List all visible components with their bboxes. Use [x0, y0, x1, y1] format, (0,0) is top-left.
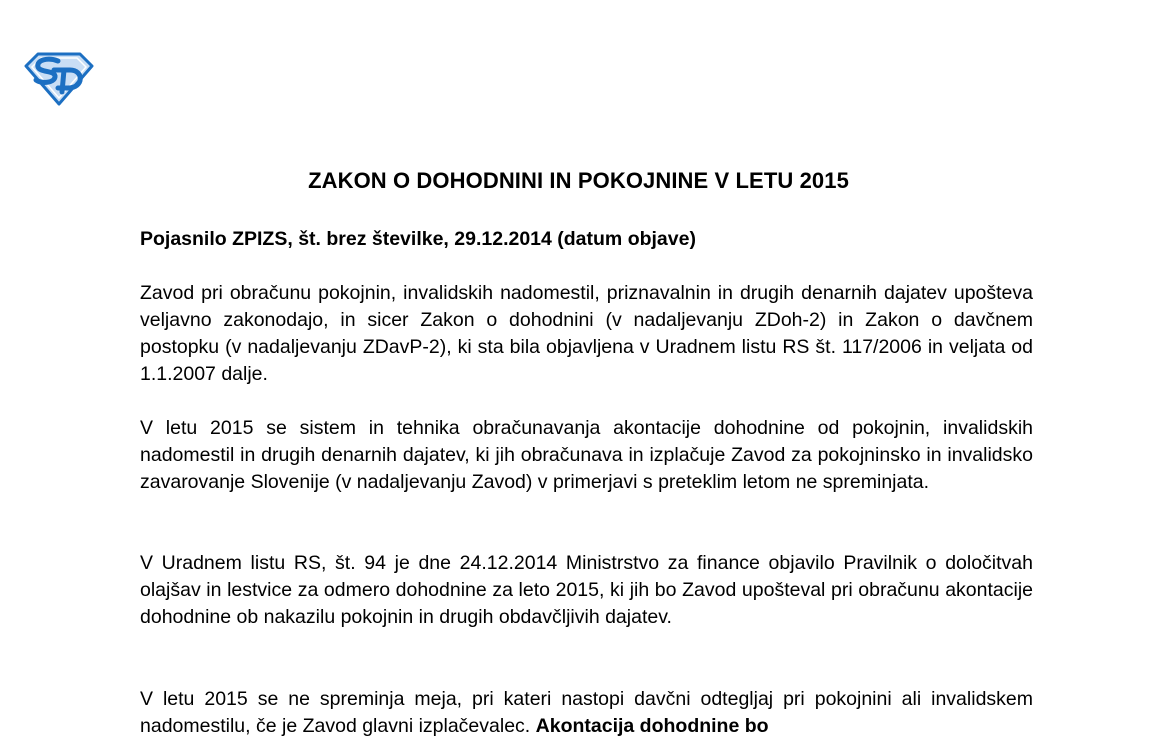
- paragraph-2: V letu 2015 se sistem in tehnika obračunavanja akontacije dohodnine od pokojnin, invalidskih nadomestil in drugih denarnih dajatev, ki jih obračunava in izplačuje Zavod za pokojninsko in invalidsko zavarovanje Slovenije (v nadaljevanju Zavod) v primerjavi s preteklim letom ne spreminjata.: [140, 417, 1033, 493]
- paragraph-4: [140, 686, 1033, 740]
- document-title: ZAKON O DOHODNINI IN POKOJNINE V LETU 2015: [308, 168, 849, 193]
- paragraph-4-bold-text: Akontacija dohodnine bo: [535, 715, 769, 737]
- paragraph-1: Zavod pri obračunu pokojnin, invalidskih nadomestil, priznavalnin in drugih denarnih dajatev upošteva veljavno zakonodajo, in sicer Zakon o dohodnini (v nadaljevanju ZDoh-2) in Zakon o davčnem postopku (v nadaljevanju ZDavP-2), ki sta bila objavljena v Uradnem listu RS št. 117/2006 in veljata od 1.1.2007 dalje.: [140, 282, 1033, 385]
- shield-logo-icon: [22, 48, 96, 106]
- logo: [22, 48, 96, 106]
- paragraph-4-text: V letu 2015 se ne spreminja meja, pri kateri nastopi davčni odtegljaj pri pokojnini ali invalidskem nadomestilu, če je Zavod glavni izplačevalec.: [140, 688, 1033, 737]
- paragraph-3: V Uradnem listu RS, št. 94 je dne 24.12.2014 Ministrstvo za finance objavilo Pravilnik o določitvah olajšav in lestvice za odmero dohodnine za leto 2015, ki jih bo Zavod upošteval pri obračunu akontacije dohodnine ob nakazilu pokojnin in drugih obdavčljivih dajatev.: [140, 552, 1033, 628]
- document-subtitle: Pojasnilo ZPIZS, št. brez številke, 29.12.2014 (datum objave): [140, 228, 696, 250]
